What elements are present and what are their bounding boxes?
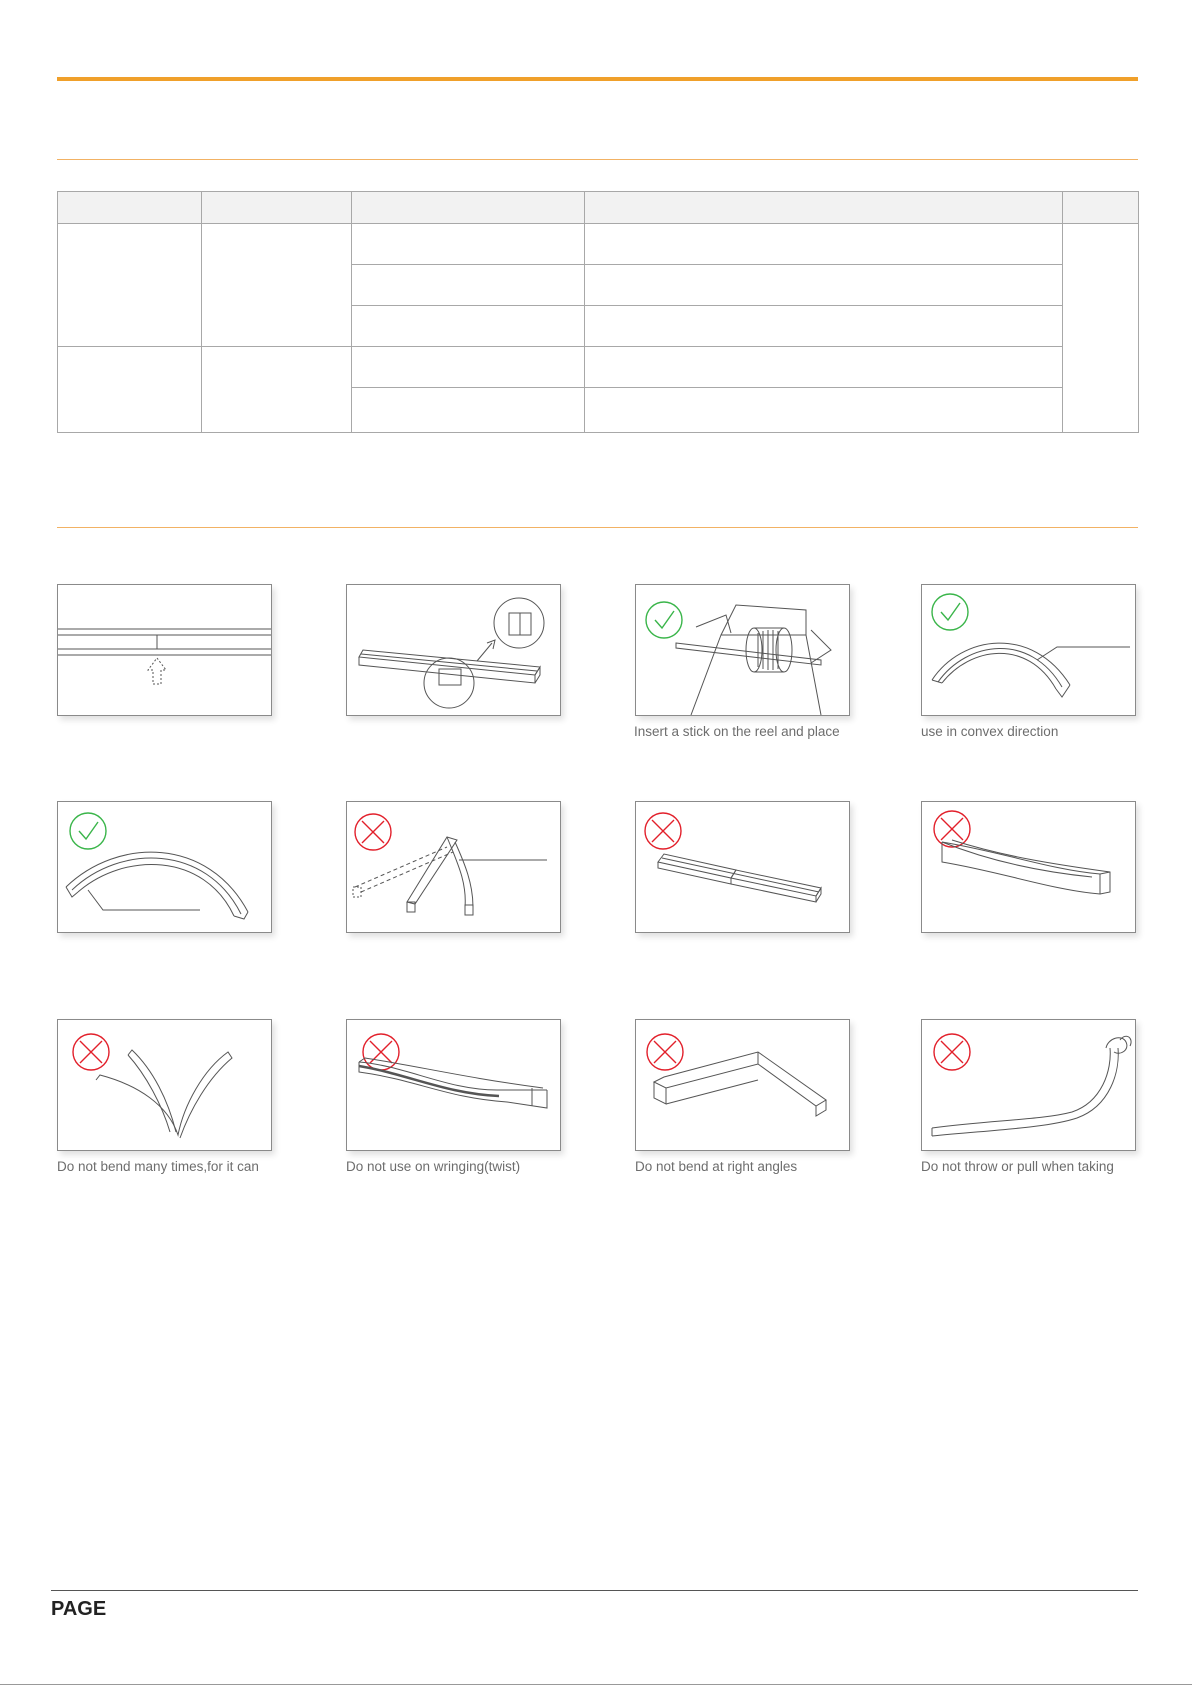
table-header-cell bbox=[58, 192, 202, 224]
caption-right-angle: Do not bend at right angles bbox=[635, 1159, 798, 1174]
table-cell bbox=[58, 347, 202, 433]
table-row bbox=[58, 347, 1139, 388]
illustration-v-bend bbox=[57, 1019, 272, 1151]
table-row bbox=[58, 224, 1139, 265]
illustration-twisted-bar bbox=[921, 801, 1136, 933]
illustration-right-angle bbox=[635, 1019, 850, 1151]
table-cell bbox=[202, 224, 352, 347]
table-cell bbox=[585, 265, 1063, 306]
footer-rule bbox=[51, 1590, 1138, 1591]
table-cell bbox=[352, 224, 585, 265]
page-label: PAGE bbox=[51, 1598, 107, 1620]
table-cell bbox=[352, 388, 585, 433]
table-header-cell bbox=[585, 192, 1063, 224]
caption-reel: Insert a stick on the reel and place bbox=[634, 724, 840, 739]
header-accent-rule bbox=[57, 77, 1138, 81]
table-cell bbox=[58, 224, 202, 347]
illustration-sharp-fold bbox=[346, 801, 561, 933]
section-divider-specs bbox=[57, 159, 1138, 160]
table-header-cell bbox=[352, 192, 585, 224]
table-header-cell bbox=[1063, 192, 1139, 224]
check-circle-icon bbox=[70, 813, 106, 849]
section-divider-handling bbox=[57, 527, 1138, 528]
illustration-wringing-twist bbox=[346, 1019, 561, 1151]
illustration-pull-cable bbox=[921, 1019, 1136, 1151]
illustration-reel-in-box bbox=[635, 584, 850, 716]
table-cell bbox=[585, 388, 1063, 433]
table-cell bbox=[585, 306, 1063, 347]
table-cell bbox=[585, 347, 1063, 388]
table-cell bbox=[202, 347, 352, 433]
check-circle-icon bbox=[932, 594, 968, 630]
illustration-cross-section bbox=[57, 584, 272, 716]
table-cell bbox=[352, 347, 585, 388]
table-cell bbox=[352, 306, 585, 347]
table-cell bbox=[585, 224, 1063, 265]
check-circle-icon bbox=[646, 602, 682, 638]
table-cell bbox=[352, 265, 585, 306]
table-cell bbox=[1063, 224, 1139, 433]
caption-twist: Do not use on wringing(twist) bbox=[346, 1159, 521, 1174]
spec-table bbox=[57, 191, 1139, 433]
illustration-arc-bend bbox=[57, 801, 272, 933]
caption-convex: use in convex direction bbox=[921, 724, 1059, 739]
table-header-cell bbox=[202, 192, 352, 224]
illustration-joint-detail bbox=[346, 584, 561, 716]
illustration-convex-bend bbox=[921, 584, 1136, 716]
caption-throw-pull: Do not throw or pull when taking bbox=[921, 1159, 1114, 1174]
illustration-butt-joint bbox=[635, 801, 850, 933]
table-header-row bbox=[58, 192, 1139, 224]
caption-bend-many: Do not bend many times,for it can bbox=[57, 1159, 259, 1174]
